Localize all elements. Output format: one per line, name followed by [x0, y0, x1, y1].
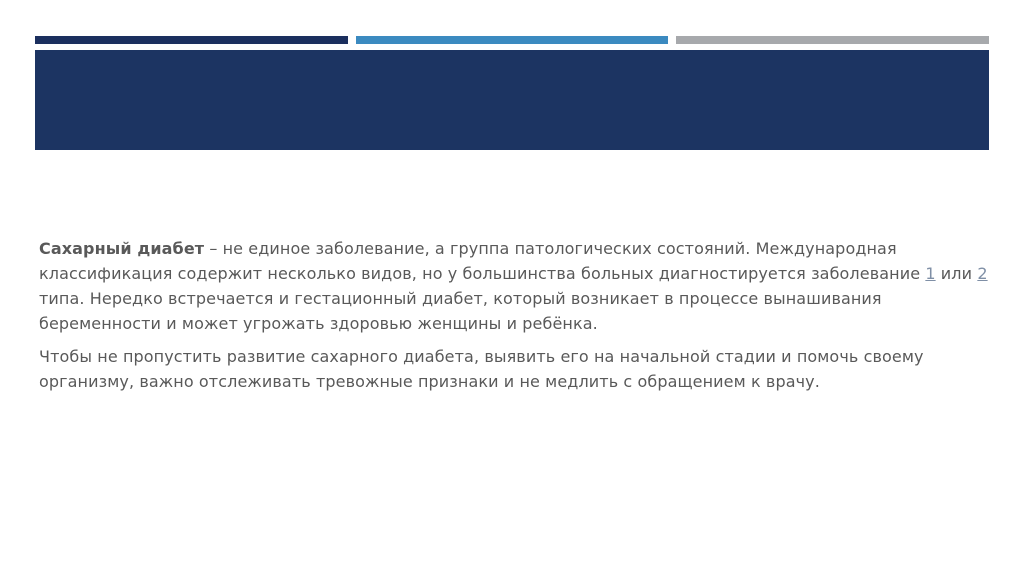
type-2-link[interactable]: 2 [977, 264, 988, 283]
accent-stripe-gray [676, 36, 989, 44]
paragraph-1-text-2: или [935, 264, 978, 283]
accent-stripe-blue [356, 36, 668, 44]
slide-body [39, 236, 994, 402]
title-band [35, 50, 989, 150]
paragraph-1 [39, 236, 994, 336]
paragraph-2: Чтобы не пропустить развитие сахарного диабета, выявить его на начальной стадии и помочь своему организму, важно отслеживать тревожные признаки и не медлить с обращением к врачу. [39, 347, 924, 391]
bold-term: Сахарный диабет [39, 239, 205, 258]
paragraph-1-text-3: типа. Нередко встречается и гестационный диабет, который возникает в процессе вынашивания беременности и может угрожать здоровью женщины и ребёнка. [39, 289, 882, 333]
type-1-link[interactable]: 1 [925, 264, 936, 283]
accent-stripe-dark [35, 36, 348, 44]
paragraph-1-text-1: – не единое заболевание, а группа патологических состояний. Международная классификация содержит несколько видов, но у большинства больных диагностируется заболевание [39, 239, 926, 283]
